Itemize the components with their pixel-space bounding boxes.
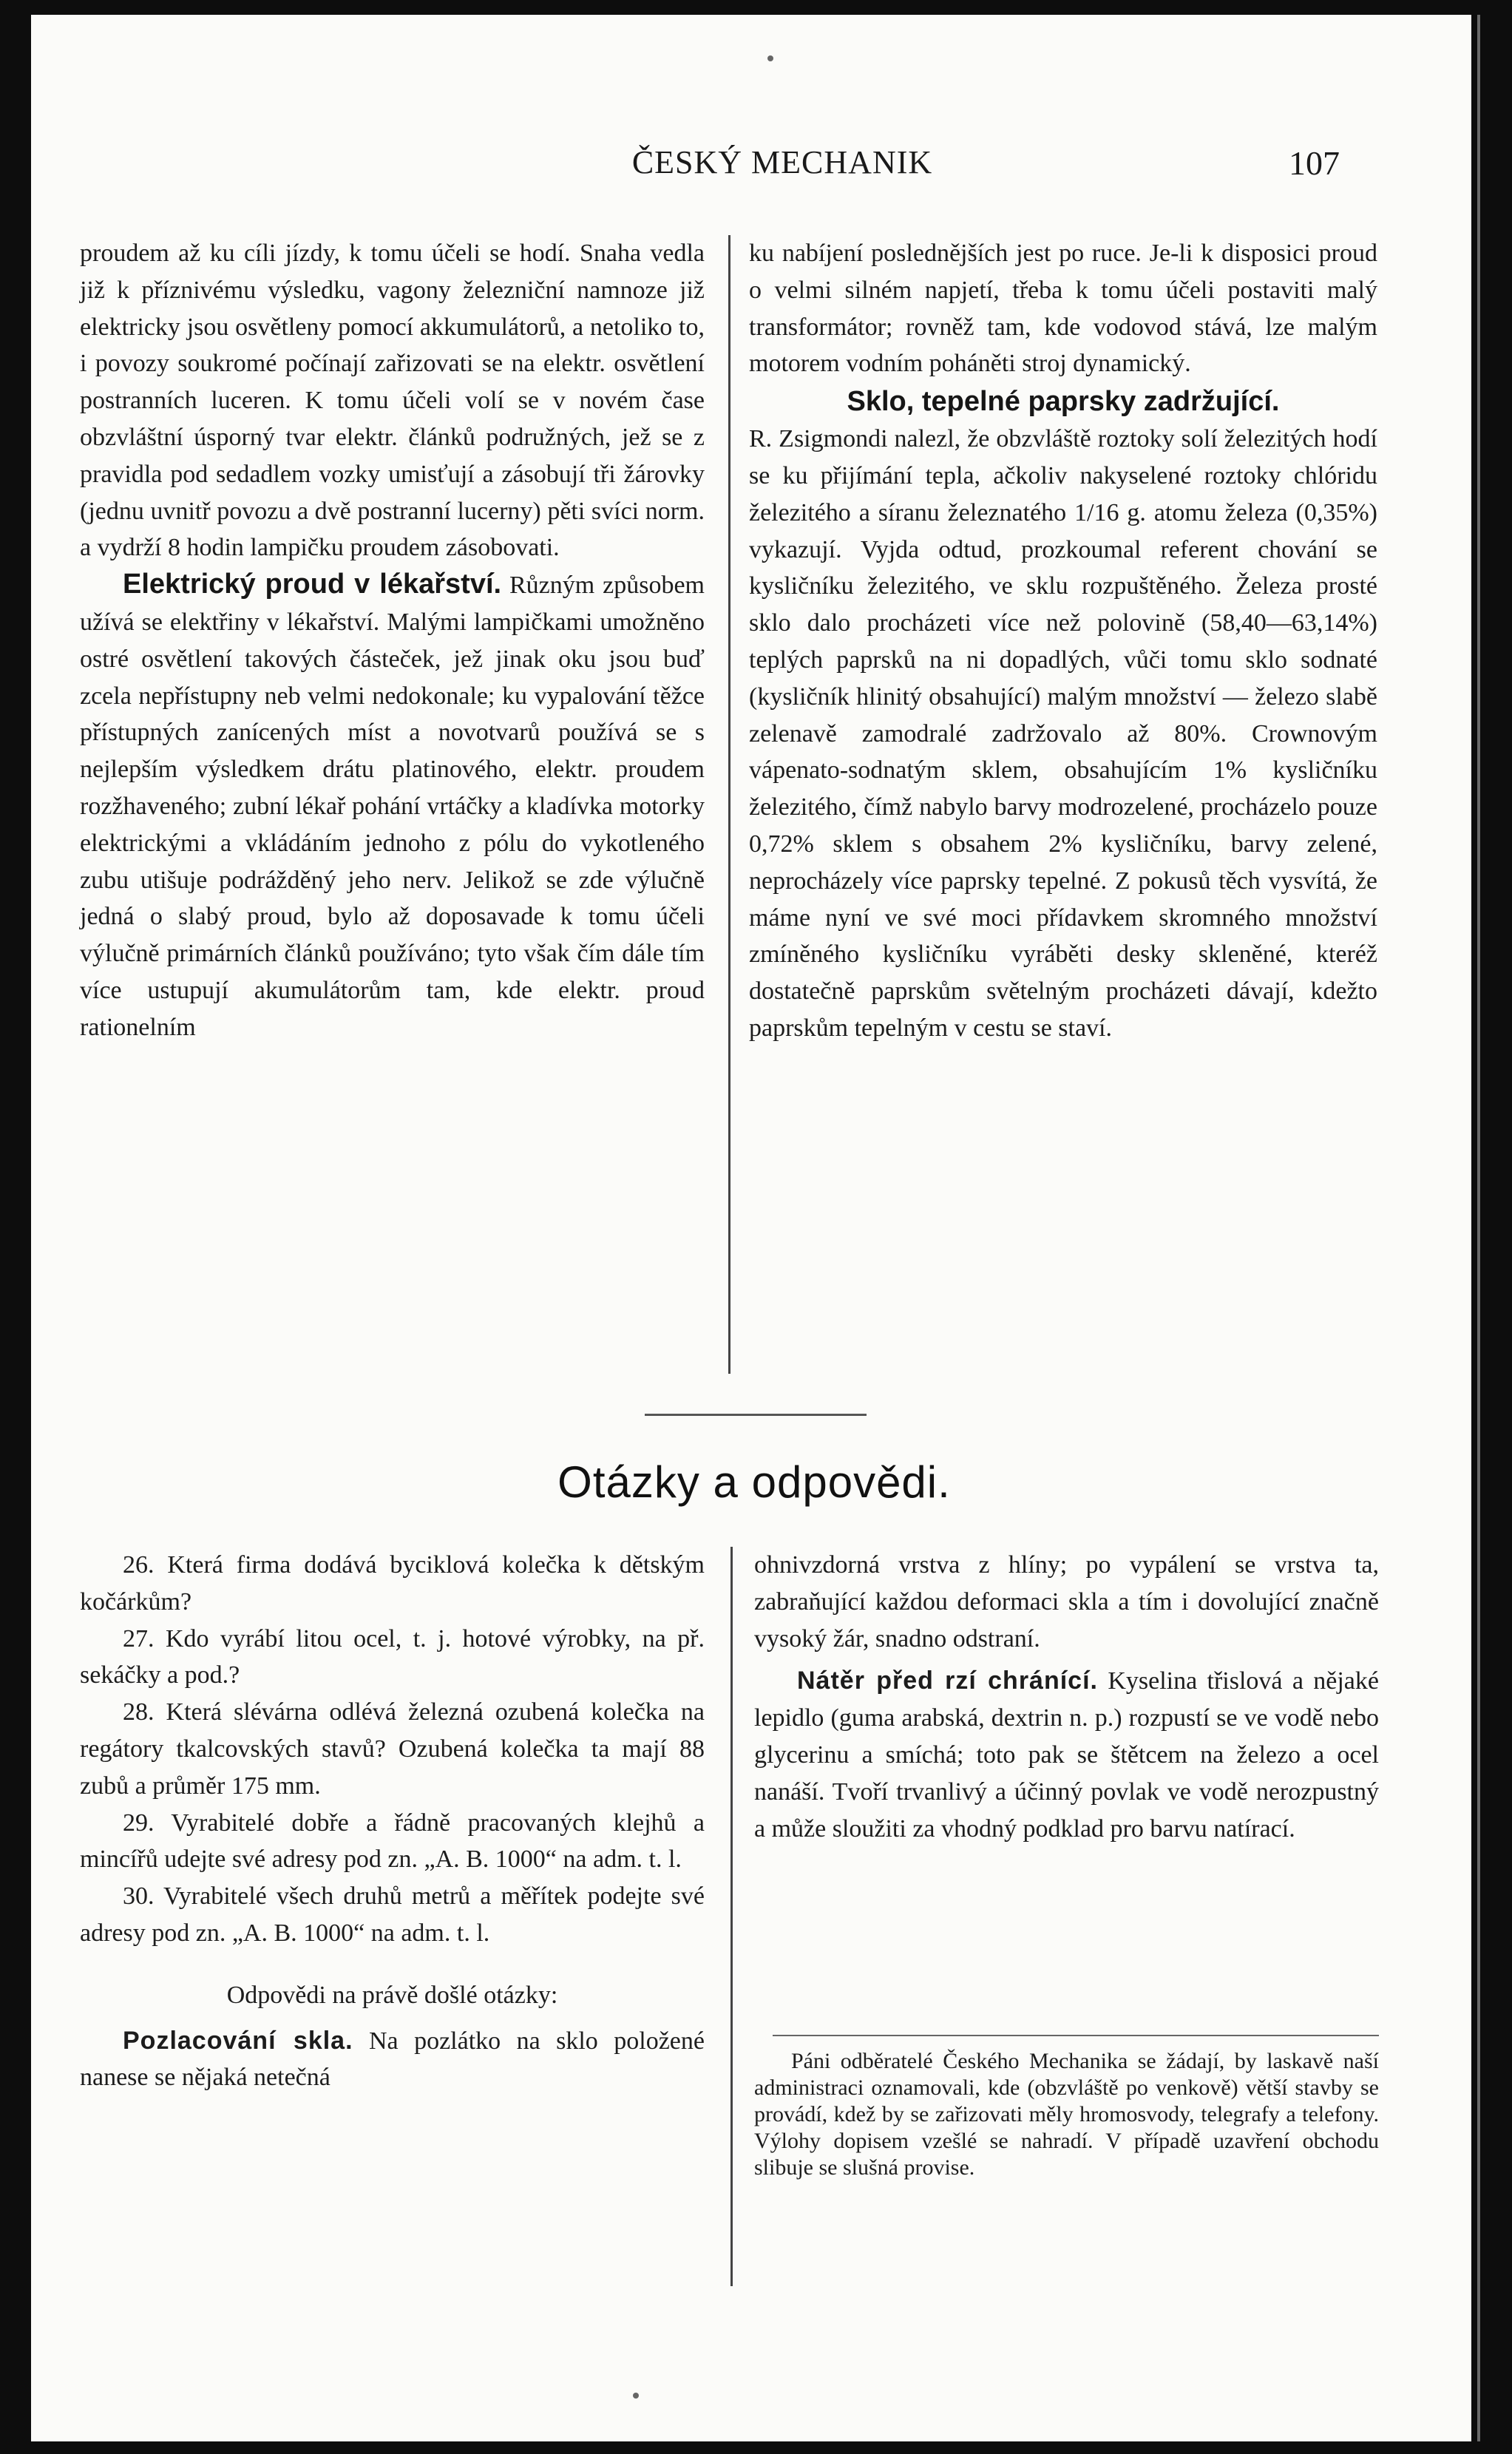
running-title: ČESKÝ MECHANIK xyxy=(631,144,933,180)
paragraph-heat-glass-a: R. Zsigmondi nalezl, že obzvláště roztoky solí železitých hodí se ku přijímání tepla, ačkoliv nakyselené roztoky chlóridu železitého a síranu železnatého xyxy=(749,425,1377,526)
question-26: 26. Která firma dodává byciklová kolečka k dětským kočárkům? xyxy=(80,1551,705,1616)
column-divider-bottom xyxy=(730,1547,733,2286)
notice-divider xyxy=(773,2035,1379,2036)
heading-rust-coating: Nátěr před rzí chránící. xyxy=(797,1667,1098,1695)
paragraph-charging: ku nabíjení poslednějších jest po ruce. Je-li k disposici proud o velmi silném napjetí, třeba k tomu účeli postaviti malý transformátor; rovněž tam, kde vodovod stává, lze malým motorem vodním poháněti stroj dynamický. xyxy=(749,240,1377,378)
heading-electric-medicine: Elektrický proud v lékařství. xyxy=(123,569,502,600)
answer-rust-coating-text: Kyselina třislová a nějaké lepidlo (guma arabská, dextrin n. p.) rozpustí se ve vodě nebo glycerinu a smíchá; toto pak se štětcem na železo a ocel nanáší. Tvoří trvanlivý a účinný povlak ve vodě nerozpustný a může sloužiti za vhodný podklad pro barvu natírací. xyxy=(754,1667,1379,1843)
paragraph-heat-glass-b: g. atomu železa (0,35%) vykazují. Vyjda odtud, prozkoumal referent chování se kysličníku železitého, ve sklu rozpuštěného. Železa prosté sklo dalo procházeti více než polovině (58,40—63,14%) teplých paprsků na ni dopadlých, vůči tomu sklo sodnaté (kysličník hlinitý obsahující) malým množství — železo slabě zelenavě zamodralé zadržovalo až 80%. Crownovým vápenato-sodnatým sklem, obsahujícím 1% kysličníku železitého, čímž nabylo barvy modrozelené, procházelo pouze 0,72% sklem s obsahem 2% kysličníku, barvy zelené, neprocházely více paprsky tepelné. Z pokusů těch vysvítá, že máme nyní ve své moci přídavkem skromného množství zmíněného kysličníku vyráběti desky skleněné, kteréž dostatečně paprskům světelným procházeti dávají, kdežto paprskům tepelným v cestu se staví. xyxy=(749,498,1377,1042)
paragraph-electric-medicine: Různým způsobem užívá se elektřiny v lékařství. Malými lampičkami umožněno ostré osvětlení takových částeček, jež jinak oku jsou buď zcela nepřístupny neb velmi nedokonale; ku vypalování těžce přístupných zanícených míst a novotvarů používá se s nejlepším výsledkem drátu platinového, elektr. proudem rozžhaveného; zubní lékař pohání vrtáčky a kladívka motorky elektrickými a vkládáním jednoho z pólu do vykotleného zubu utišuje podrážděný jeho nerv. Jelikož se zde výlučně jedná o slabý proud, bylo až doposavade k tomu účeli výlučně primárních článků používáno; tyto však čím dále tím více ustupují akumulátorům tam, kde elektr. proud rationelním xyxy=(80,572,705,1041)
question-30: 30. Vyrabitelé všech druhů metrů a měřítek podejte své adresy pod zn. „A. B. 1000“ na adm. t. l. xyxy=(80,1882,705,1947)
article-column-left-top xyxy=(80,235,705,1046)
question-29: 29. Vyrabitelé dobře a řádně pracovaných klejhů a mincířů udejte své adresy pod zn. „A. B. 1000“ na adm. t. l. xyxy=(80,1809,705,1874)
column-divider-top xyxy=(728,235,730,1374)
heading-gilding-glass: Pozlacování skla. xyxy=(123,2026,353,2055)
fraction-value: 1/16 xyxy=(1074,498,1119,526)
article-column-right-top xyxy=(749,235,1377,1047)
print-speck xyxy=(633,2393,639,2399)
answers-column xyxy=(754,1547,1379,1847)
page-number: 107 xyxy=(1289,144,1340,182)
section-title-questions: Otázky a odpovědi. xyxy=(557,1457,951,1507)
subscriber-notice: Páni odběratelé Českého Mechanika se žádají, by laskavě naší administraci oznamovali, kde (obzvláště po venkově) větší stavby se provádí, kdež by se zařizovati měly hromosvody, telegrafy a telefony. Výlohy dopisem vzešlé se nahradí. V případě uzavření obchodu slibuje se slušná provise. xyxy=(754,2049,1379,2180)
answer-gilding-continued: ohnivzdorná vrstva z hlíny; po vypálení se vrstva ta, zabraňující každou deformaci skla a tím i dovolující značně vysoký žár, snadno odstraní. xyxy=(754,1551,1379,1653)
paragraph-electric-lighting: proudem až ku cíli jízdy, k tomu účeli se hodí. Snaha vedla již k příznivému výsledku, vagony železniční namnoze již elektricky jsou osvětleny pomocí akkumulátorů, a netoliko to, i povozy soukromé počínají zařizovati se na elektr. osvětlení postranních luceren. K tomu účeli volí se v novém čase obzvláštní úsporný tvar elektr. článků podružných, jež se z pravidla pod sedadlem vozky umisťují a zásobují tři žárovky (jednu uvnitř povozu a dvě postranní lucerny) pěti svíci norm. a vydrží 8 hodin lampičku proudem zásobovati. xyxy=(80,240,705,562)
question-27: 27. Kdo vyrábí litou ocel, t. j. hotové výrobky, na př. sekáčky a pod.? xyxy=(80,1624,705,1689)
page-header xyxy=(80,143,1340,195)
answer-gilding-text: Na pozlátko na sklo položené nanese se nějaká netečná xyxy=(80,2027,705,2092)
section-divider xyxy=(645,1414,867,1416)
print-speck xyxy=(767,55,773,61)
answers-intro: Odpovědi na právě došlé otázky: xyxy=(226,1981,558,2009)
question-28: 28. Která slévárna odlévá železná ozubená kolečka na regátory tkalcovských stavů? Ozubená kolečka ta mají 88 zubů a průměr 175 mm. xyxy=(80,1698,705,1800)
page-edge-line xyxy=(1477,15,1480,2441)
questions-column xyxy=(80,1547,705,2096)
heading-heat-glass: Sklo, tepelné paprsky zadržující. xyxy=(847,386,1280,418)
